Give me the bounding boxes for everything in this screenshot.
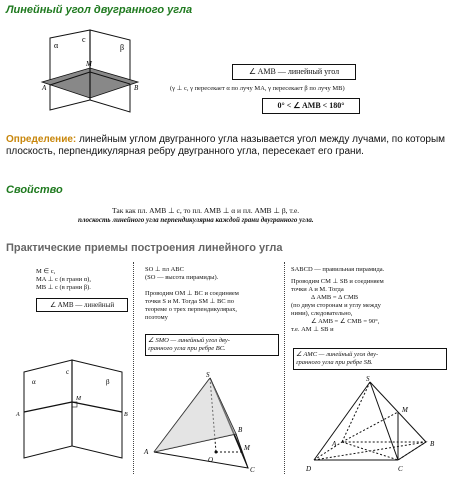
label-B: B — [134, 84, 139, 92]
label-beta: β — [120, 43, 125, 52]
col2-pyramid-figure — [138, 372, 280, 476]
col3-box: ∠ AMC — линейный угол дву- гранного угла при ребре SB. — [293, 348, 447, 370]
svg-text:B: B — [124, 412, 128, 418]
svg-text:M: M — [76, 396, 81, 402]
col3-header: SABCD — правильная пирамида. — [291, 266, 385, 273]
col1-box: ∠ AMB — линейный — [36, 298, 128, 312]
svg-text:M: M — [244, 444, 250, 452]
svg-text:B: B — [238, 426, 243, 434]
dihedral-angle-figure — [30, 20, 170, 120]
property-line2: плоскость линейного угла перпендикулярна каждой грани двугранного угла. — [78, 216, 314, 224]
label-A: A — [42, 84, 47, 92]
label-alpha: α — [54, 41, 59, 50]
svg-text:D: D — [306, 465, 312, 473]
svg-text:S: S — [206, 372, 210, 379]
column-divider-2 — [284, 262, 286, 474]
property-line1: Так как пл. AMB ⊥ c, то пл. AMB ⊥ α и пл. AMB ⊥ β, т.е. — [112, 206, 300, 215]
svg-text:C: C — [398, 465, 403, 473]
svg-text:B: B — [430, 440, 435, 448]
col2-text: Проводим OM ⊥ BC и соединяем точки S и M. Тогда SM ⊥ BC по теореме о трех перпендикулярах, поэтому — [145, 290, 239, 321]
svg-text:A: A — [144, 448, 149, 456]
svg-text:A: A — [332, 440, 337, 448]
column-divider-1 — [133, 262, 135, 474]
svg-text:A: A — [16, 412, 20, 418]
svg-text:S: S — [366, 376, 370, 383]
page-title: Линейный угол двугранного угла — [6, 4, 193, 16]
svg-text:β: β — [106, 378, 110, 386]
linear-angle-note: (γ ⊥ c, γ пересекает α по лучу MA, γ пересекает β по лучу MB) — [170, 85, 345, 92]
definition-block — [6, 134, 450, 158]
svg-text:M: M — [402, 406, 408, 414]
col2-intro: SO ⊥ пл ABC (SO — высота пирамиды). — [145, 266, 219, 281]
linear-angle-box: ∠ AMB — линейный угол — [232, 64, 356, 80]
property-title: Свойство — [6, 184, 63, 196]
col1-figure — [14, 350, 132, 462]
definition-label: Определение: — [6, 134, 77, 145]
angle-range-box: 0° < ∠ AMB < 180° — [262, 98, 360, 114]
definition-text: линейным углом двугранного угла называется угол между лучами, по которым плоскость, перпендикулярная ребру двугранного угла, пересекает его грани. — [6, 134, 446, 157]
svg-text:C: C — [250, 466, 255, 474]
col3-text: Проводим CM ⊥ SB и соединяем точки A и M. Тогда Δ AMB = Δ CMB (по двум сторонам и углу между ними), следовательно, ∠ AMB = ∠ CMB = 90°, т.е. AM ⊥ SB и — [291, 278, 384, 333]
practical-title: Практические приемы построения линейного угла — [6, 242, 283, 254]
label-c: c — [82, 35, 86, 44]
svg-text:O: O — [208, 456, 214, 464]
col1-text: M ∈ c, MA ⊥ c (в грани α), MB ⊥ c (в грани β). — [36, 268, 91, 291]
col2-box: ∠ SMO — линейный угол дву- гранного угла при ребре BC. — [145, 334, 279, 356]
svg-text:c: c — [66, 368, 70, 376]
svg-text:α: α — [32, 378, 36, 386]
col3-pyramid-figure — [294, 376, 450, 476]
label-M: M — [86, 60, 92, 68]
